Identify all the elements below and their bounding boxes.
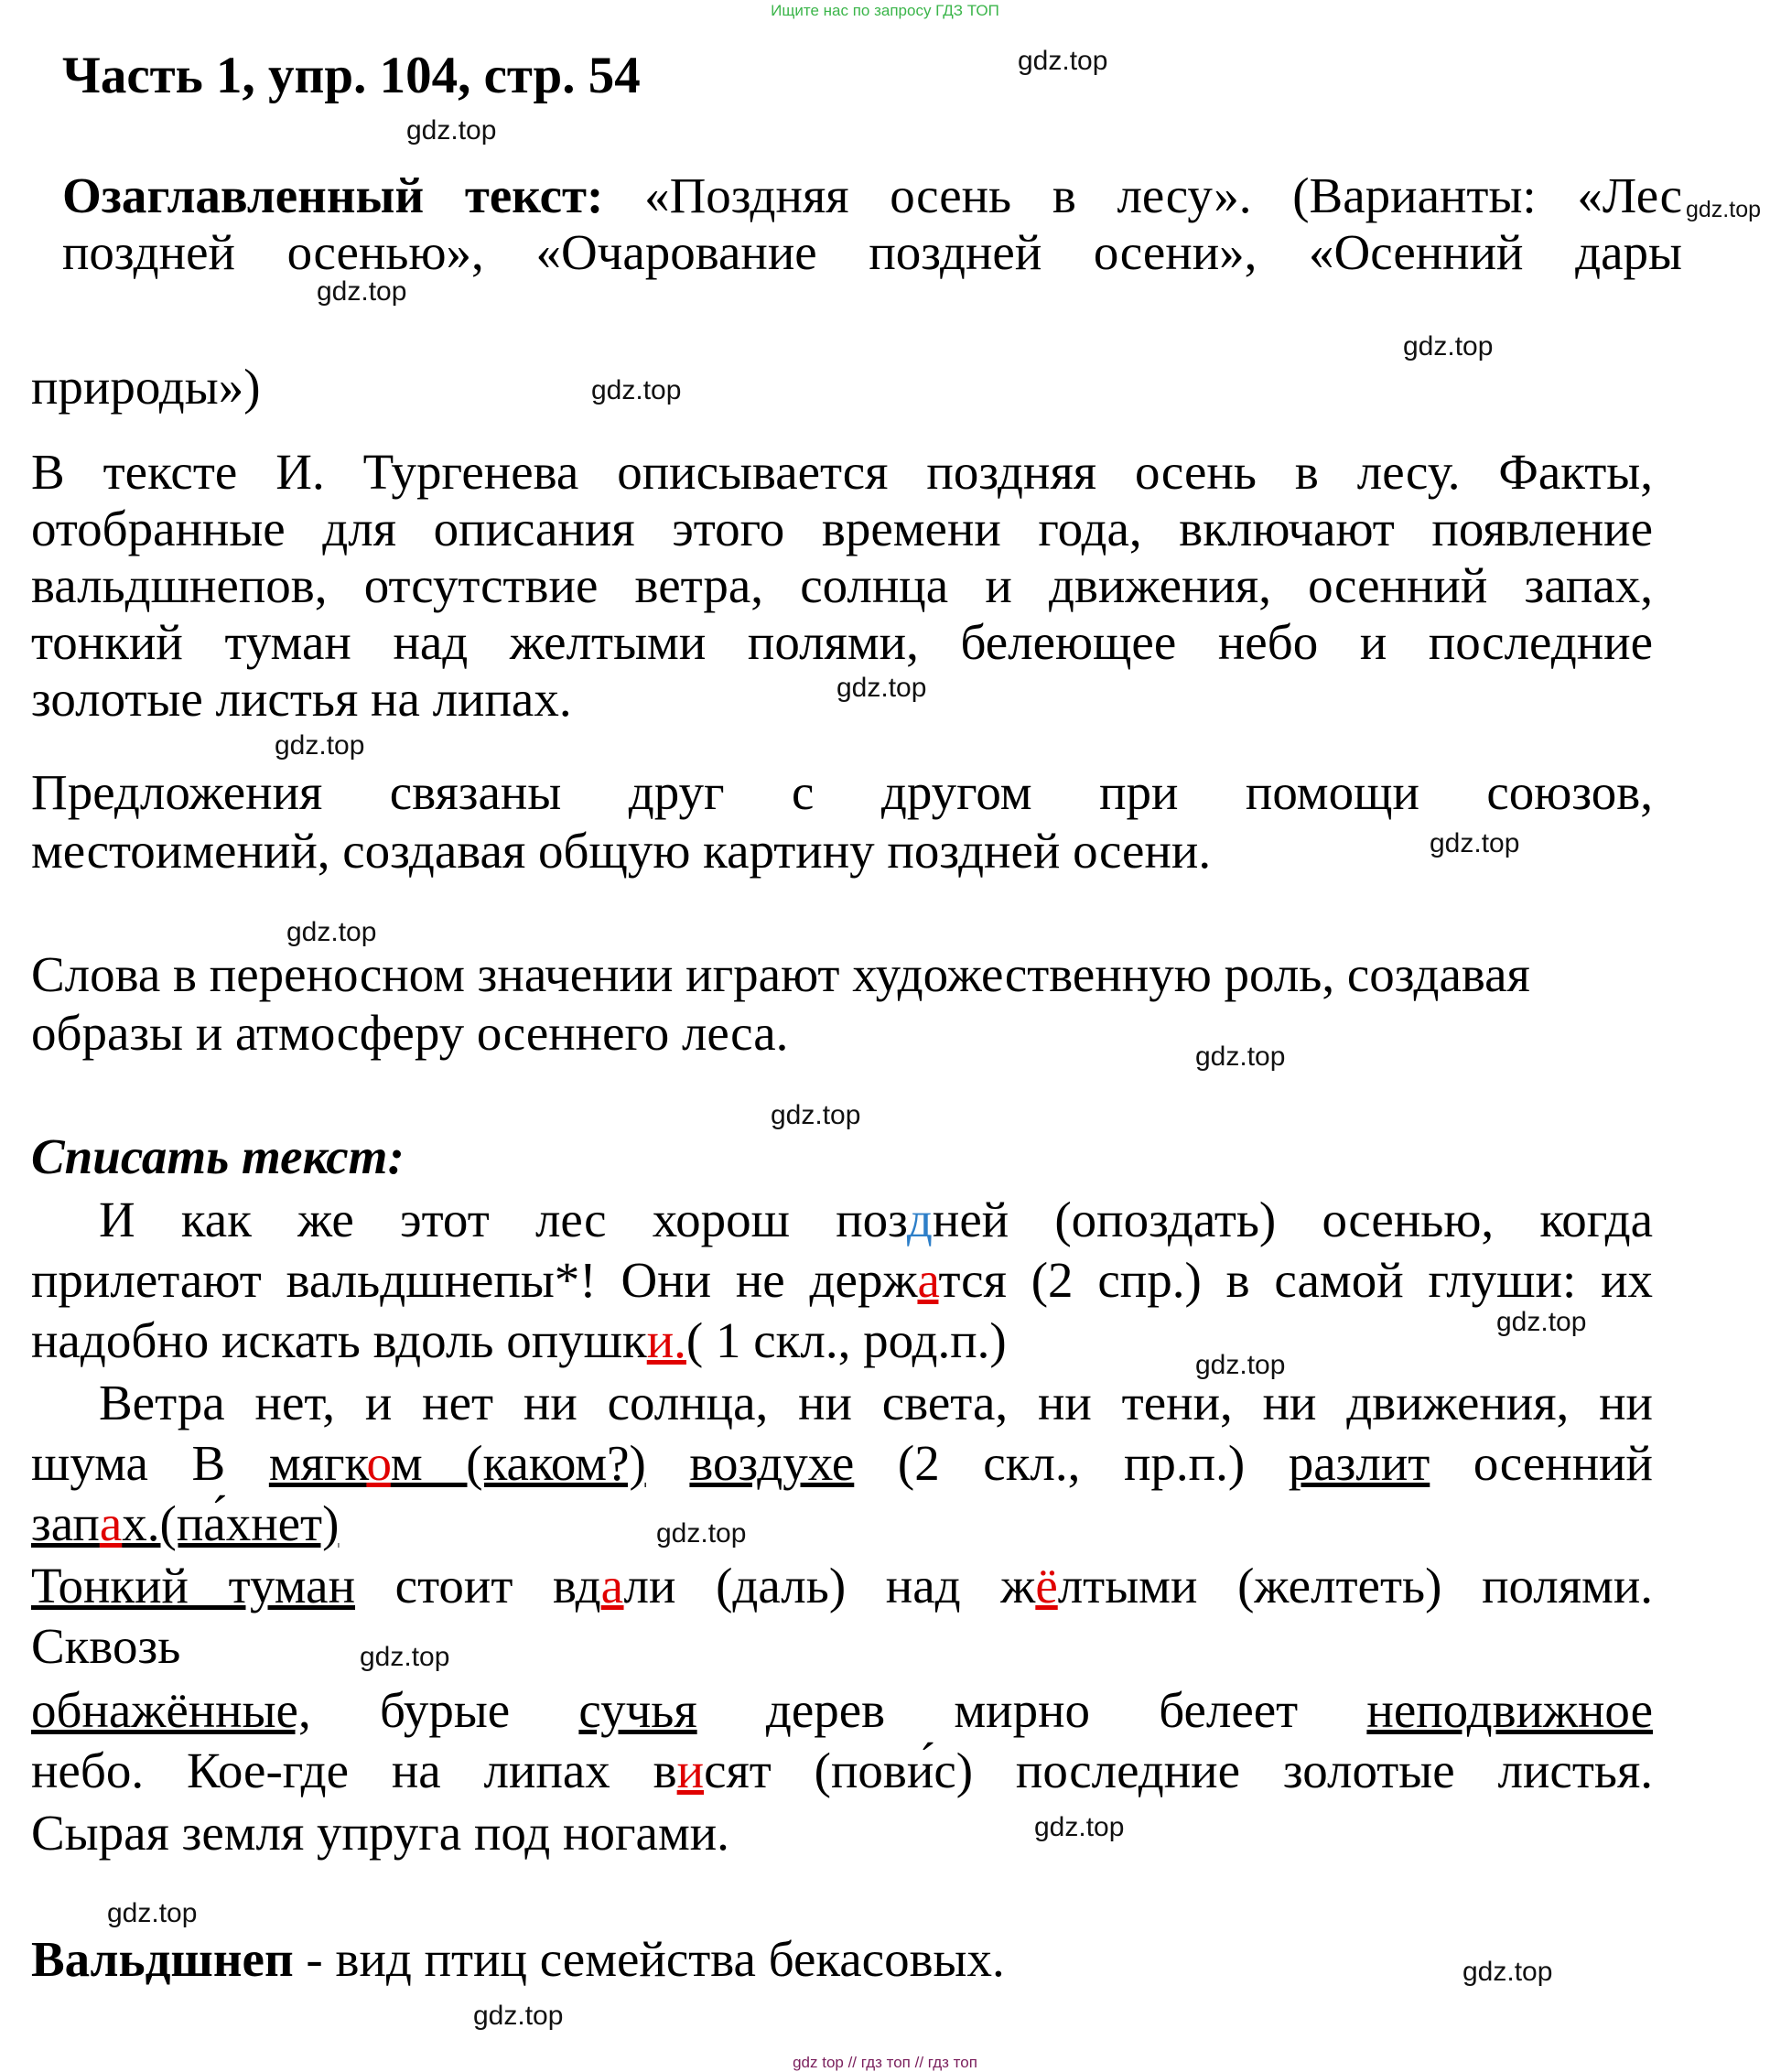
text-span: стоит вд bbox=[355, 1558, 601, 1613]
underlined-word: разлит bbox=[1288, 1435, 1430, 1491]
title-text: «Поздняя осень в лесу». (Варианты: «Лес bbox=[644, 167, 1682, 223]
definition-term: Вальдшнеп bbox=[31, 1931, 294, 1987]
watermark: gdz.top bbox=[1462, 1957, 1553, 1987]
text-span: х.(па́хнет) bbox=[122, 1495, 340, 1551]
text-span: лтыми (желтеть) полями. bbox=[1057, 1558, 1654, 1613]
title-line-1 bbox=[62, 167, 1682, 224]
watermark: gdz.top bbox=[656, 1518, 747, 1549]
underlined-phrase bbox=[269, 1435, 646, 1491]
watermark: gdz.top bbox=[275, 730, 365, 761]
text-span: зап bbox=[31, 1495, 100, 1551]
copy-line-3 bbox=[31, 1312, 1007, 1369]
copy-line-5 bbox=[31, 1435, 1653, 1492]
highlight-letter: о bbox=[366, 1435, 391, 1491]
watermark: gdz.top bbox=[1195, 1350, 1286, 1380]
copy-line-4: Ветра нет, и нет ни солнца, ни света, ни тени, ни движения, ни bbox=[99, 1375, 1653, 1430]
text-span: белеет bbox=[1159, 1682, 1299, 1738]
watermark: gdz.top bbox=[591, 375, 682, 405]
watermark: gdz.top bbox=[1034, 1812, 1125, 1842]
definition-text: - вид птиц семейства бекасовых. bbox=[293, 1931, 1005, 1987]
text-span: ( 1 скл., род.п.) bbox=[685, 1312, 1007, 1368]
copy-line-9 bbox=[31, 1682, 1653, 1739]
underlined-phrase: Тонкий туман bbox=[31, 1558, 356, 1613]
text-span: сят (пови́с) последние золотые листья. bbox=[704, 1743, 1653, 1798]
title-line-3: природы») bbox=[31, 359, 261, 415]
paragraph2-line: Предложения связаны друг с другом при помощи союзов, bbox=[31, 764, 1653, 820]
text-span: м (каком?) bbox=[390, 1435, 646, 1491]
paragraph2-line: местоимений, создавая общую картину поздней осени. bbox=[31, 823, 1212, 879]
underlined-word: воздухе bbox=[689, 1435, 855, 1491]
watermark: gdz.top bbox=[473, 2001, 564, 2031]
highlight-letter: а bbox=[99, 1495, 123, 1551]
text-span: ли (даль) над ж bbox=[623, 1558, 1036, 1613]
underlined-word: сучья bbox=[578, 1682, 697, 1738]
watermark: gdz.top bbox=[1403, 331, 1494, 362]
copy-line-1 bbox=[99, 1192, 1653, 1248]
paragraph3-line: образы и атмосферу осеннего леса. bbox=[31, 1005, 789, 1061]
footer-watermark: gdz top // гдз топ // гдз топ bbox=[793, 2054, 977, 2071]
watermark: gdz.top bbox=[406, 115, 497, 146]
text-span: надобно искать вдоль опушк bbox=[31, 1312, 647, 1368]
highlight-letter: а bbox=[917, 1252, 939, 1308]
text-span: осенний bbox=[1473, 1435, 1653, 1491]
definition bbox=[31, 1931, 1005, 1988]
copy-line-2 bbox=[31, 1252, 1653, 1309]
underlined-word: обнажённые, bbox=[31, 1682, 311, 1738]
highlight-letter: и. bbox=[646, 1312, 686, 1368]
text-span: мягк bbox=[268, 1435, 367, 1491]
copy-line-11: Сырая земля упруга под ногами. bbox=[31, 1805, 729, 1861]
top-notice[interactable]: Ищите нас по запросу ГДЗ ТОП bbox=[771, 2, 999, 19]
text-span: тся (2 спр.) в самой глуши: их bbox=[938, 1252, 1653, 1308]
highlight-letter: д bbox=[906, 1192, 933, 1247]
text-span: (2 скл., пр.п.) bbox=[897, 1435, 1246, 1491]
watermark: gdz.top bbox=[836, 673, 927, 703]
paragraph1-line: отобранные для описания этого времени года, включают появление bbox=[31, 501, 1653, 556]
paragraph1-line: золотые листья на липах. bbox=[31, 671, 572, 727]
copy-heading: Списать текст: bbox=[31, 1128, 405, 1184]
text-span: шума В bbox=[31, 1435, 269, 1491]
copy-line-10 bbox=[31, 1743, 1653, 1799]
paragraph1-line: тонкий туман над желтыми полями, белеющее небо и последние bbox=[31, 614, 1653, 670]
text-span: небо. Кое-где на липах в bbox=[31, 1743, 677, 1798]
underlined-word: неподвижное bbox=[1366, 1682, 1653, 1738]
watermark: gdz.top bbox=[1430, 828, 1520, 858]
paragraph3-line: Слова в переносном значении играют художественную роль, создавая bbox=[31, 946, 1530, 1002]
text-span: ней (опоздать) осенью, когда bbox=[932, 1192, 1654, 1247]
title-line-2: поздней осенью», «Очарование поздней осени», «Осенний дары bbox=[62, 224, 1682, 280]
text-span: дерев bbox=[765, 1682, 886, 1738]
watermark: gdz.top bbox=[771, 1100, 861, 1130]
watermark: gdz.top bbox=[1195, 1041, 1286, 1072]
text-span: прилетают вальдшнепы*! Они не держ bbox=[31, 1252, 918, 1308]
page-title: Часть 1, упр. 104, стр. 54 bbox=[62, 47, 641, 104]
watermark: gdz.top bbox=[107, 1898, 198, 1928]
watermark: gdz.top bbox=[360, 1642, 450, 1672]
highlight-letter: а bbox=[600, 1558, 624, 1613]
copy-line-8: Сквозь bbox=[31, 1618, 181, 1674]
text-span: И как же этот лес хорош поз bbox=[99, 1192, 907, 1247]
paragraph1-line: вальдшнепов, отсутствие ветра, солнца и движения, осенний запах, bbox=[31, 557, 1653, 613]
text-span: мирно bbox=[954, 1682, 1090, 1738]
watermark: gdz.top bbox=[1018, 46, 1108, 76]
paragraph1-line: В тексте И. Тургенева описывается поздняя осень в лесу. Факты, bbox=[31, 444, 1653, 500]
copy-line-7 bbox=[31, 1558, 1653, 1614]
watermark: gdz.top bbox=[1686, 197, 1762, 222]
watermark: gdz.top bbox=[1496, 1307, 1587, 1337]
watermark: gdz.top bbox=[286, 917, 377, 947]
highlight-letter: ё bbox=[1035, 1558, 1058, 1613]
title-label: Озаглавленный текст: bbox=[62, 167, 604, 223]
text-span: бурые bbox=[379, 1682, 511, 1738]
highlight-letter: и bbox=[676, 1743, 705, 1798]
watermark: gdz.top bbox=[317, 276, 407, 307]
copy-line-6 bbox=[31, 1495, 339, 1552]
